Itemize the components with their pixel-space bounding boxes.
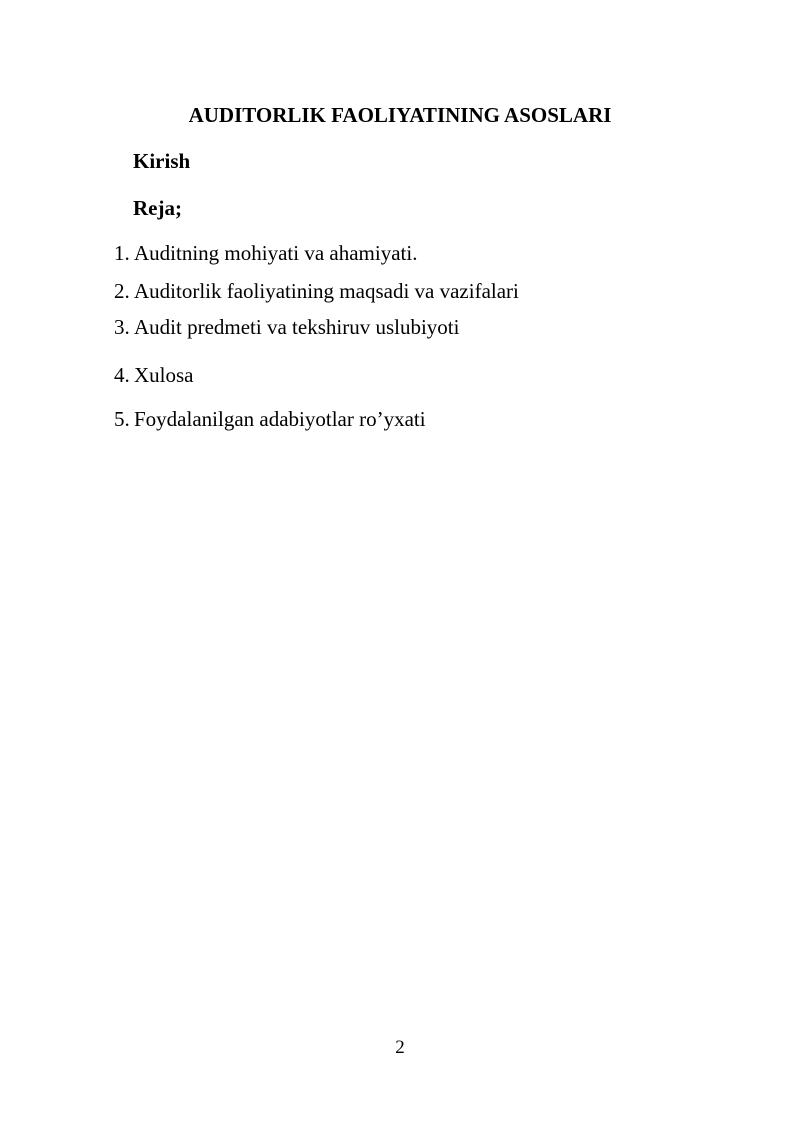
plan-item bbox=[114, 362, 194, 388]
plan-item bbox=[114, 314, 459, 340]
plan-item-number: 4. bbox=[114, 363, 130, 387]
plan-item bbox=[114, 240, 417, 266]
intro-heading: Kirish bbox=[133, 149, 191, 173]
plan-item-text: Auditning mohiyati va ahamiyati. bbox=[134, 241, 418, 265]
plan-heading: Reja; bbox=[133, 196, 182, 220]
plan-item-text: Foydalanilgan adabiyotlar ro’yxati bbox=[134, 407, 426, 431]
plan-item-number: 2. bbox=[114, 279, 130, 303]
plan-item-text: Auditorlik faoliyatining maqsadi va vazifalari bbox=[134, 279, 519, 303]
plan-item bbox=[114, 278, 519, 304]
document-title: AUDITORLIK FAOLIYATINING ASOSLARI bbox=[188, 103, 612, 127]
page-number: 2 bbox=[395, 1037, 405, 1058]
plan-item-number: 1. bbox=[114, 241, 130, 265]
plan-item-number: 3. bbox=[114, 315, 130, 339]
plan-item-text: Xulosa bbox=[134, 363, 194, 387]
plan-item-text: Audit predmeti va tekshiruv uslubiyoti bbox=[134, 315, 460, 339]
plan-item bbox=[114, 406, 426, 432]
plan-item-number: 5. bbox=[114, 407, 130, 431]
